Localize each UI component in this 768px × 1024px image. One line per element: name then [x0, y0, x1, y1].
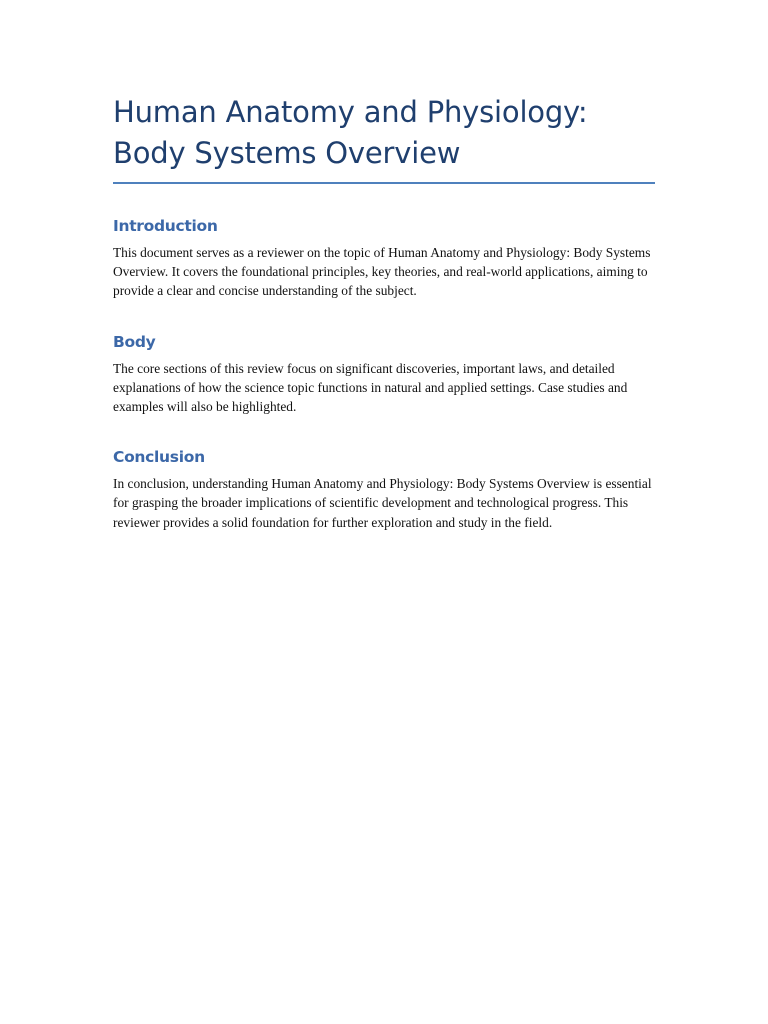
section-conclusion [113, 446, 655, 532]
section-paragraph: This document serves as a reviewer on the topic of Human Anatomy and Physiology: Body Systems Overview. It covers the foundational principles, key theories, and real-world applications, aiming to provide a clear and concise understanding of the subject. [113, 245, 651, 299]
section-heading: Body [113, 332, 156, 351]
section-body [113, 331, 655, 417]
title-divider [113, 182, 655, 184]
document-page [113, 92, 655, 562]
document-title: Human Anatomy and Physiology: Body Systems Overview [113, 95, 588, 170]
section-paragraph: The core sections of this review focus on significant discoveries, important laws, and detailed explanations of how the science topic functions in natural and applied settings. Case studies and examples will also be highlighted. [113, 360, 628, 415]
section-paragraph: In conclusion, understanding Human Anatomy and Physiology: Body Systems Overview is essential for grasping the broader implications of scientific development and technological progress. This reviewer provides a solid foundation for further exploration and study in the field. [113, 476, 652, 530]
section-introduction [113, 215, 655, 301]
section-heading: Conclusion [113, 448, 205, 467]
section-heading: Introduction [113, 217, 218, 235]
